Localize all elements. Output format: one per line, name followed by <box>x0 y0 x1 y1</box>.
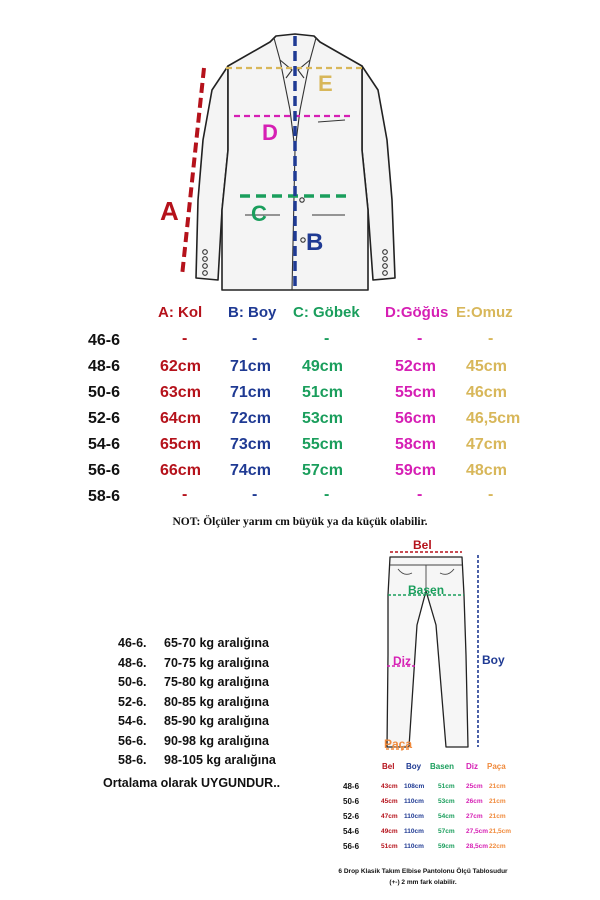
weight-range: 65-70 kg aralığına <box>164 636 269 650</box>
pants-label-boy: Boy <box>482 653 505 667</box>
pants-row-size: 50-6 <box>343 797 360 806</box>
pants-row-size: 56-6 <box>343 842 360 851</box>
jacket-cell-omuz: 46,5cm <box>466 410 521 427</box>
weight-range: 75-80 kg aralığına <box>164 675 269 689</box>
jacket-cell-boy: - <box>252 330 258 347</box>
jacket-cell-gobek: 53cm <box>302 410 343 427</box>
jacket-diagram <box>0 0 600 300</box>
weight-line <box>118 695 269 709</box>
jacket-cell-gogus: 59cm <box>395 462 436 479</box>
pants-cell-basen: 59cm <box>438 843 455 850</box>
jacket-cell-gogus: - <box>417 330 423 347</box>
jacket-cell-omuz: 48cm <box>466 462 507 479</box>
weight-size: 52-6. <box>118 694 147 709</box>
weight-range: 90-98 kg aralığına <box>164 733 269 748</box>
jacket-row-size: 54-6 <box>88 436 121 453</box>
pants-cell-boy: 108cm <box>404 783 425 790</box>
pants-cell-bel: 47cm <box>381 813 398 820</box>
weight-line <box>118 714 269 728</box>
pants-cell-bel: 51cm <box>381 843 398 850</box>
jacket-cell-omuz: 46cm <box>466 384 507 401</box>
weight-range: 98-105 kg aralığına <box>164 753 276 767</box>
label-c: C <box>251 201 267 226</box>
pants-cell-boy: 110cm <box>404 828 424 835</box>
label-d: D <box>262 120 278 145</box>
weight-range: 80-85 kg aralığına <box>164 694 269 709</box>
weight-average-note: Ortalama olarak UYGUNDUR.. <box>103 776 281 790</box>
weight-size: 46-6. <box>118 636 147 650</box>
jacket-cell-gogus: 55cm <box>395 384 436 401</box>
header-gobek: C: Göbek <box>293 304 360 321</box>
jacket-row-size: 50-6 <box>88 384 121 401</box>
header-kol: A: Kol <box>158 304 203 321</box>
pants-cell-bel: 43cm <box>381 783 398 790</box>
jacket-row-size: 46-6 <box>88 332 121 349</box>
jacket-row-size: 56-6 <box>88 462 121 479</box>
jacket-cell-omuz: - <box>488 486 494 503</box>
jacket-cell-gogus: - <box>417 486 423 503</box>
pants-cell-basen: 54cm <box>438 813 455 820</box>
pants-cell-boy: 110cm <box>404 813 424 820</box>
jacket-cell-gogus: 52cm <box>395 358 436 375</box>
jacket-cell-gogus: 58cm <box>395 436 436 453</box>
jacket-row-size: 58-6 <box>88 488 121 505</box>
label-e: E <box>318 71 333 96</box>
pants-footer-title: 6 Drop Klasik Takım Elbise Pantolonu Ölçü Tablosudur <box>338 868 508 875</box>
jacket-cell-gogus: 56cm <box>395 410 436 427</box>
jacket-cell-gobek: 49cm <box>302 358 343 375</box>
pants-cell-boy: 110cm <box>404 798 424 805</box>
pants-label-paca: Paça <box>384 737 413 751</box>
weight-size: 48-6. <box>118 655 147 670</box>
jacket-cell-boy: 71cm <box>230 384 271 401</box>
weight-line <box>118 656 269 670</box>
pants-cell-paca: 22cm <box>489 843 506 850</box>
pants-cell-diz: 27cm <box>466 813 483 820</box>
pants-label-basen: Basen <box>408 583 445 597</box>
pants-header-diz: Diz <box>466 762 478 771</box>
jacket-cell-kol: 66cm <box>160 462 201 479</box>
pants-label-diz: Diz <box>393 654 411 668</box>
weight-size: 56-6. <box>118 733 147 748</box>
weight-size: 54-6. <box>118 714 147 728</box>
jacket-row-size: 48-6 <box>88 358 121 375</box>
jacket-cell-kol: 65cm <box>160 436 201 453</box>
jacket-cell-kol: - <box>182 330 188 347</box>
jacket-cell-kol: 63cm <box>160 384 201 401</box>
pants-row-size: 52-6 <box>343 812 360 821</box>
pants-footer-tolerance: (+-) 2 mm fark olabilir. <box>389 879 457 886</box>
jacket-cell-omuz: 45cm <box>466 358 507 375</box>
jacket-cell-boy: - <box>252 486 258 503</box>
weight-line <box>118 675 269 689</box>
jacket-cell-boy: 71cm <box>230 358 271 375</box>
pants-cell-diz: 26cm <box>466 798 483 805</box>
pants-header-boy: Boy <box>406 762 422 771</box>
jacket-cell-kol: - <box>182 486 188 503</box>
pants-row-size: 54-6 <box>343 827 360 836</box>
jacket-cell-gobek: - <box>324 330 330 347</box>
jacket-cell-omuz: - <box>488 330 494 347</box>
jacket-cell-boy: 73cm <box>230 436 271 453</box>
pants-cell-paca: 21cm <box>489 813 506 820</box>
pants-cell-boy: 110cm <box>404 843 424 850</box>
pants-cell-paca: 21cm <box>489 798 506 805</box>
pants-cell-diz: 27,5cm <box>466 828 489 835</box>
weight-size: 50-6. <box>118 675 147 689</box>
pants-header-basen: Basen <box>430 762 455 771</box>
weight-range: 70-75 kg aralığına <box>164 655 269 670</box>
pants-header-bel: Bel <box>382 762 395 771</box>
pants-cell-bel: 49cm <box>381 828 398 835</box>
pants-row-size: 48-6 <box>343 782 360 791</box>
jacket-cell-boy: 74cm <box>230 462 271 479</box>
pants-cell-paca: 21cm <box>489 783 506 790</box>
pants-header-paca: Paça <box>487 762 506 771</box>
jacket-cell-gobek: 55cm <box>302 436 343 453</box>
jacket-cell-omuz: 47cm <box>466 436 507 453</box>
pants-cell-diz: 25cm <box>466 783 483 790</box>
jacket-cell-boy: 72cm <box>230 410 271 427</box>
header-gogus: D:Göğüs <box>385 304 449 321</box>
pants-cell-paca: 21,5cm <box>489 828 512 835</box>
pants-diagram <box>370 535 520 757</box>
jacket-cell-gobek: 51cm <box>302 384 343 401</box>
size-note: NOT: Ölçüler yarım cm büyük ya da küçük olabilir. <box>172 516 428 528</box>
jacket-cell-gobek: 57cm <box>302 462 343 479</box>
jacket-cell-gobek: - <box>324 486 330 503</box>
pants-cell-diz: 28,5cm <box>466 843 489 850</box>
pants-label-bel: Bel <box>413 538 432 552</box>
pants-cell-basen: 51cm <box>438 783 455 790</box>
weight-range: 85-90 kg aralığına <box>164 714 269 728</box>
weight-line <box>118 734 269 748</box>
jacket-row-size: 52-6 <box>88 410 121 427</box>
pants-cell-basen: 57cm <box>438 828 455 835</box>
weight-line <box>118 636 269 650</box>
pants-cell-basen: 53cm <box>438 798 455 805</box>
header-boy: B: Boy <box>228 304 277 321</box>
weight-size: 58-6. <box>118 753 147 767</box>
jacket-cell-kol: 62cm <box>160 358 201 375</box>
pants-cell-bel: 45cm <box>381 798 398 805</box>
label-a: A <box>160 196 179 226</box>
weight-line <box>118 753 276 767</box>
jacket-cell-kol: 64cm <box>160 410 201 427</box>
header-omuz: E:Omuz <box>456 304 513 321</box>
label-b: B <box>306 229 324 256</box>
